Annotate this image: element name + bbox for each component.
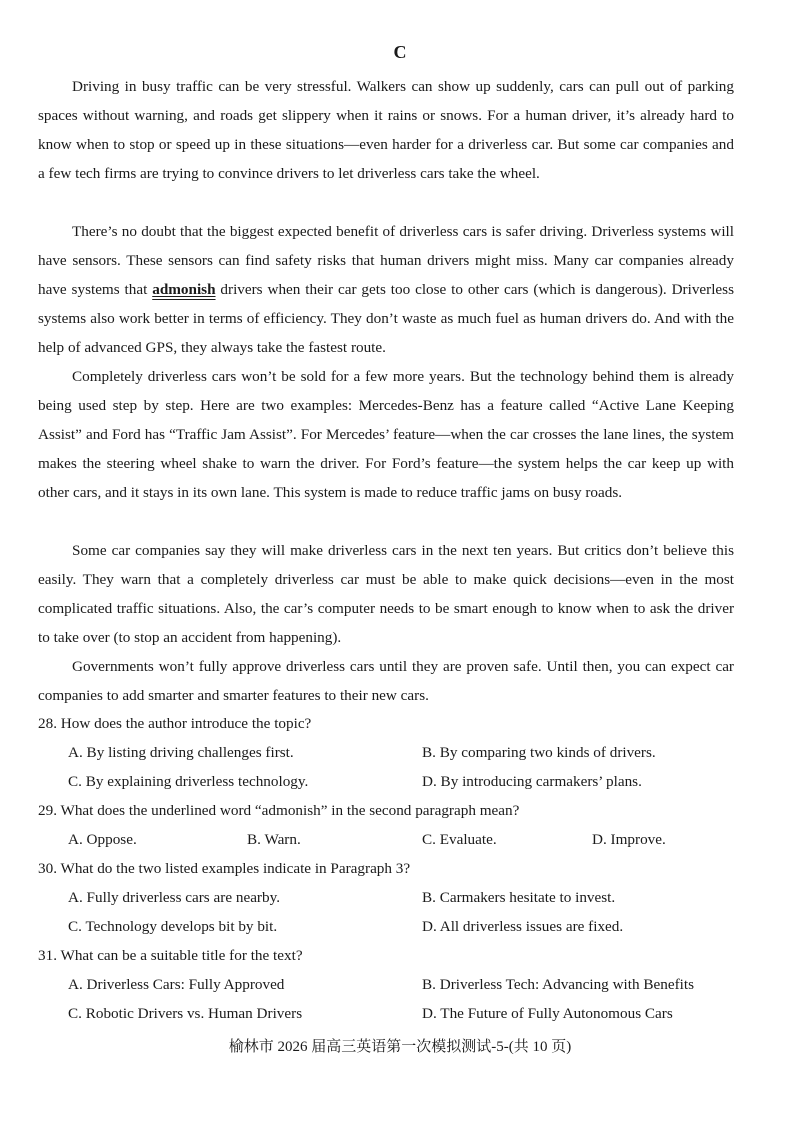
question-31-option-a: A. Driverless Cars: Fully Approved bbox=[68, 976, 285, 993]
question-28-option-a: A. By listing driving challenges first. bbox=[68, 744, 294, 761]
paragraph-3: Completely driverless cars won’t be sold for a few more years. But the technology behind them is already being used step by step. Here are two examples: Mercedes-Benz has a feature called “Active Lane Keeping Assist” and Ford has “Traffic Jam Assist”. For Mercedes’ feature—when the car crosses the lane lines, the system makes the steering wheel shake to warn the driver. For Ford’s feature—the system helps the car keep up with other cars, and it stays in its own lane. This system is made to reduce traffic jams on busy roads. bbox=[38, 368, 734, 501]
question-31-option-d: D. The Future of Fully Autonomous Cars bbox=[422, 1005, 673, 1022]
question-31-stem: 31. What can be a suitable title for the text? bbox=[38, 947, 303, 964]
section-label: C bbox=[393, 42, 407, 62]
question-31-option-c: C. Robotic Drivers vs. Human Drivers bbox=[68, 1005, 303, 1022]
question-28-stem: 28. How does the author introduce the topic? bbox=[38, 715, 312, 732]
paragraph-2-after: drivers when their car gets too close to other cars (which is dangerous). Driverless systems also work better in terms of efficiency. They don’t waste as much fuel as human drivers do. And with the help of advanced GPS, they always take the fastest route. bbox=[38, 281, 734, 356]
page-footer: 榆林市 2026 届高三英语第一次模拟测试-5-(共 10 页) bbox=[228, 1039, 572, 1055]
question-28-option-c: C. By explaining driverless technology. bbox=[68, 773, 309, 790]
question-30-option-c: C. Technology develops bit by bit. bbox=[68, 918, 278, 935]
underlined-word-admonish: admonish bbox=[152, 281, 216, 298]
paragraph-2 bbox=[38, 217, 734, 362]
question-30-option-a: A. Fully driverless cars are nearby. bbox=[68, 889, 280, 906]
question-29-stem: 29. What does the underlined word “admonish” in the second paragraph mean? bbox=[38, 802, 520, 819]
question-29-option-d: D. Improve. bbox=[592, 831, 666, 848]
question-28-option-d: D. By introducing carmakers’ plans. bbox=[422, 773, 642, 790]
paragraph-2-before: There’s no doubt that the biggest expected benefit of driverless cars is safer driving. Driverless systems will have sensors. These sensors can find safety risks that human drivers might miss. Many car companies already have systems that bbox=[38, 223, 734, 298]
question-30-option-b: B. Carmakers hesitate to invest. bbox=[422, 889, 616, 906]
question-31-option-b: B. Driverless Tech: Advancing with Benefits bbox=[422, 976, 694, 993]
question-30-stem: 30. What do the two listed examples indicate in Paragraph 3? bbox=[38, 860, 411, 877]
question-29-option-c: C. Evaluate. bbox=[422, 831, 497, 848]
question-29-option-a: A. Oppose. bbox=[68, 831, 137, 848]
question-28-option-b: B. By comparing two kinds of drivers. bbox=[422, 744, 656, 761]
paragraph-5: Governments won’t fully approve driverless cars until they are proven safe. Until then, you can expect car companies to add smarter and smarter features to their new cars. bbox=[38, 658, 734, 704]
paragraph-4: Some car companies say they will make driverless cars in the next ten years. But critics don’t believe this easily. They warn that a completely driverless car must be able to make quick decisions—even in the most complicated traffic situations. Also, the car’s computer needs to be smart enough to know when to ask the driver to take over (to stop an accident from happening). bbox=[38, 542, 734, 646]
question-30-option-d: D. All driverless issues are fixed. bbox=[422, 918, 624, 935]
question-29-option-b: B. Warn. bbox=[247, 831, 301, 848]
paragraph-1: Driving in busy traffic can be very stressful. Walkers can show up suddenly, cars can pull out of parking spaces without warning, and roads get slippery when it rains or snows. For a human driver, it’s already hard to know when to stop or speed up in these situations—even harder for a driverless car. But some car companies and a few tech firms are trying to convince drivers to let driverless cars take the wheel. bbox=[38, 78, 734, 182]
